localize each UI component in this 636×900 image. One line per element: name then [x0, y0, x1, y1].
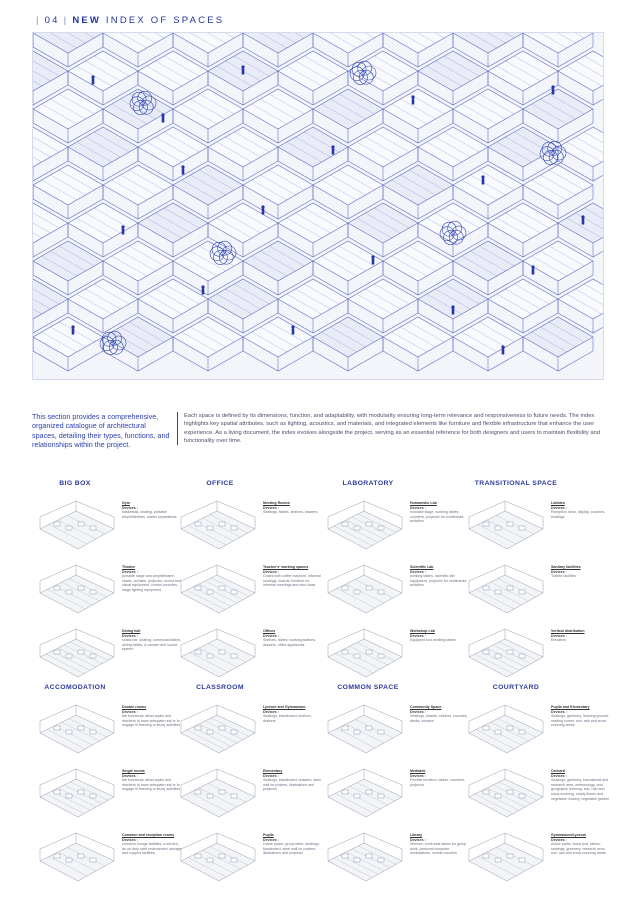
devices-list: Toilette facilities [551, 574, 577, 579]
space-isometric-thumbnail [175, 765, 261, 829]
space-description [122, 501, 182, 519]
space-description [551, 565, 611, 579]
space-card [34, 765, 184, 829]
devices-label: Devices : [551, 569, 567, 574]
devices-list: the functional, allow pupils and teachers to have adequate rest or to engage in learning or study activities [122, 714, 181, 728]
space-title: Meeting Rooms [263, 501, 290, 505]
devices-list: Seatings, greenery, educational and research area, meteorology, and geography learning, sun, rain and snow covering, shady flower and vegetable nursery, vegetable garden [551, 778, 610, 801]
space-card [463, 701, 613, 765]
devices-label: Devices : [122, 633, 138, 638]
devices-list: Reception desk, display, couches, seatings [551, 510, 606, 519]
devices-label: Devices : [263, 569, 279, 574]
space-title: Dining hall [122, 629, 141, 633]
space-title: Offices [263, 629, 276, 633]
space-card [322, 625, 472, 689]
devices-label: Devices : [263, 709, 279, 714]
space-description [122, 565, 182, 593]
space-isometric-thumbnail [175, 625, 261, 689]
space-description [122, 629, 182, 652]
space-card [322, 561, 472, 625]
space-card [34, 701, 184, 765]
category-title: TRANSITIONAL SPACE [474, 480, 558, 487]
space-title: Scientific Lab [410, 565, 434, 569]
space-card [175, 561, 325, 625]
space-description [410, 705, 470, 723]
space-title: Elementary [263, 769, 283, 773]
space-title: Library [410, 833, 423, 837]
space-description [122, 769, 182, 792]
category-title: OFFICE [206, 480, 234, 487]
category-title: LABORATORY [342, 480, 394, 487]
devices-list: Seatings, boards, shelves, couches, desks, curtains [410, 714, 468, 723]
space-card [34, 497, 184, 561]
space-description [263, 833, 323, 856]
devices-list: Shelves, multi-seat tables for group work, personal computer workstations, mobile couches [410, 842, 467, 856]
devices-label: Devices : [122, 773, 138, 778]
space-card [463, 497, 613, 561]
space-title: Sanitary facilities [551, 565, 581, 569]
devices-label: Devices : [410, 709, 426, 714]
space-card [34, 829, 184, 893]
space-isometric-thumbnail [322, 497, 408, 561]
devices-list: working tables, scientific lab equipment, projector for multimedia activities [410, 574, 467, 588]
devices-list: Flexible furniture, tables, counters, projector [410, 778, 465, 787]
space-isometric-thumbnail [463, 765, 549, 829]
space-isometric-thumbnail [463, 561, 549, 625]
devices-list: basketball, seating, portable amphitheatres, starter separations [122, 510, 177, 519]
devices-label: Devices : [263, 837, 279, 842]
space-title: Pupils and Elementary [551, 705, 590, 709]
intro-summary: This section provides a comprehensive, organized catalogue of architectural spaces, detailing their types, functions, and relationships within the project. [32, 412, 170, 450]
devices-label: Devices : [122, 837, 138, 842]
space-isometric-thumbnail [175, 701, 261, 765]
space-title: Mediatek [410, 769, 426, 773]
space-description [263, 769, 323, 792]
space-description [410, 769, 470, 787]
space-description [551, 769, 611, 801]
section-title-bold: NEW [72, 15, 102, 26]
space-card [175, 625, 325, 689]
space-isometric-thumbnail [175, 561, 261, 625]
space-title: Orchard [551, 769, 565, 773]
intro-description: Each space is defined by its dimensions, function, and adaptability, with modularity ensuring long-term relevance and responsiveness to future needs. The index highlights key spatial attributes, such as lighting, acoustics, and materials, and integrated elements like furniture and flexible infrastructure that enhance the user experience. As a living document, the index evolves alongside the project, serving as an essential reference for both designers and users to maintain flexibility and functionality over time. [184, 413, 601, 445]
space-title: Pupils [263, 833, 274, 837]
space-card [463, 561, 613, 625]
space-description [122, 705, 182, 728]
space-isometric-thumbnail [34, 497, 120, 561]
devices-label: Devices : [263, 633, 279, 638]
space-description [551, 705, 611, 728]
devices-label: Devices : [410, 569, 426, 574]
category-title: BIG BOX [59, 480, 91, 487]
space-isometric-thumbnail [322, 701, 408, 765]
space-title: Common and reception rooms [122, 833, 175, 837]
space-card [463, 625, 613, 689]
space-isometric-thumbnail [463, 829, 549, 893]
space-description [263, 501, 323, 515]
space-card [463, 765, 613, 829]
space-card [34, 625, 184, 689]
space-isometric-thumbnail [322, 765, 408, 829]
devices-label: Devices : [122, 709, 138, 714]
space-description [263, 565, 323, 588]
devices-label: Devices : [410, 505, 426, 510]
devices-list: Seatings, blackboard, drawers, steel wall for posters, illustrations and projector [263, 778, 321, 792]
category-title: CLASSROOM [196, 684, 244, 691]
space-isometric-thumbnail [34, 625, 120, 689]
space-title: Single rooms [122, 769, 145, 773]
devices-list: the functional, allow pupils and teachers to have adequate rest or to engage in learning or study activities [122, 778, 181, 792]
space-description [551, 501, 611, 519]
header-divider: | [36, 15, 41, 26]
space-isometric-thumbnail [34, 701, 120, 765]
space-isometric-thumbnail [175, 497, 261, 561]
space-title: Gym [122, 501, 130, 505]
space-title: Theatre [122, 565, 135, 569]
space-title: Teacher's' working spaces [263, 565, 309, 569]
devices-label: Devices : [551, 505, 567, 510]
devices-list: Chairs with coffee machine, informal seatings, boards, furniture for informal meetings and mini-class [263, 574, 321, 588]
devices-list: Active paths, focus pod, tables, seatings, greenery, research area, sun, rain and snow covering areas [551, 842, 606, 856]
space-card [34, 561, 184, 625]
devices-list: common lounge facilities, a kitchen, an on-duty staff environment, storage and support facilities [122, 842, 182, 856]
space-description [551, 833, 611, 856]
devices-list: Seatings, tables, shelves, drawers [263, 510, 318, 515]
space-card [175, 497, 325, 561]
space-card [322, 765, 472, 829]
space-description [410, 833, 470, 856]
intro-divider [177, 412, 178, 445]
devices-list: Game space, group table, seatings, blackboard, steel wall for posters, illustrations and projector [263, 842, 320, 856]
space-description [551, 629, 611, 643]
devices-list: movable stage, working tables, counters, projector for multimedia activities [410, 510, 464, 524]
space-isometric-thumbnail [322, 829, 408, 893]
category-title: COMMON SPACE [337, 684, 399, 691]
space-isometric-thumbnail [463, 497, 549, 561]
space-title: Lyceum and Gymnasium [263, 705, 306, 709]
space-description [263, 629, 323, 647]
devices-list: portable stage and amphitheatre, chairs, curtains, projector, sound and visual equipment, control consoles, stage lighting equipment [122, 574, 181, 592]
devices-label: Devices : [551, 837, 567, 842]
space-title: Vertical distribution [551, 629, 585, 633]
space-isometric-thumbnail [34, 829, 120, 893]
header-divider: | [63, 15, 69, 26]
devices-label: Devices : [551, 709, 567, 714]
devices-label: Devices : [410, 837, 426, 842]
devices-label: Devices : [410, 773, 426, 778]
devices-label: Devices : [551, 633, 567, 638]
space-isometric-thumbnail [463, 625, 549, 689]
space-card [463, 829, 613, 893]
devices-label: Devices : [122, 505, 138, 510]
space-title: Workshop Lab [410, 629, 435, 633]
space-isometric-thumbnail [322, 625, 408, 689]
space-title: Community Space [410, 705, 442, 709]
space-title: Double rooms [122, 705, 147, 709]
space-title: Lobbies [551, 501, 565, 505]
devices-label: Devices : [263, 773, 279, 778]
space-isometric-thumbnail [34, 561, 120, 625]
devices-list: Elevators [551, 638, 566, 643]
space-description [122, 833, 182, 856]
devices-list: Equipped tool working tables [410, 638, 456, 643]
space-description [410, 501, 470, 524]
devices-list: Shelves, tables, working stations, drawers, office appliances [263, 638, 317, 647]
devices-list: Seatings, greenery, learning ground, reading corner, sun, rain and snow covering areas [551, 714, 609, 728]
space-card [322, 829, 472, 893]
devices-list: snack bar, seating, communal tables, dining tables, a counter and sound system [122, 638, 182, 652]
devices-label: Devices : [263, 505, 279, 510]
space-description [263, 705, 323, 723]
isometric-hero-drawing [32, 32, 604, 380]
space-isometric-thumbnail [34, 765, 120, 829]
space-isometric-thumbnail [175, 829, 261, 893]
space-description [410, 565, 470, 588]
space-title: Humanistic Lab [410, 501, 437, 505]
category-title: ACCOMODATION [44, 684, 106, 691]
space-isometric-thumbnail [463, 701, 549, 765]
space-description [410, 629, 470, 643]
devices-list: Seatings, blackboard, shelves, drawers [263, 714, 312, 723]
space-card [175, 765, 325, 829]
space-card [175, 829, 325, 893]
devices-label: Devices : [551, 773, 567, 778]
space-card [322, 497, 472, 561]
category-title: COURTYARD [492, 684, 540, 691]
devices-label: Devices : [410, 633, 426, 638]
space-isometric-thumbnail [322, 561, 408, 625]
devices-label: Devices : [122, 569, 138, 574]
space-title: Gymnasium/Lyceum [551, 833, 587, 837]
space-card [175, 701, 325, 765]
section-title: INDEX OF SPACES [105, 15, 225, 26]
section-number: 04 [44, 15, 60, 26]
page-header [32, 15, 224, 26]
space-card [322, 701, 472, 765]
